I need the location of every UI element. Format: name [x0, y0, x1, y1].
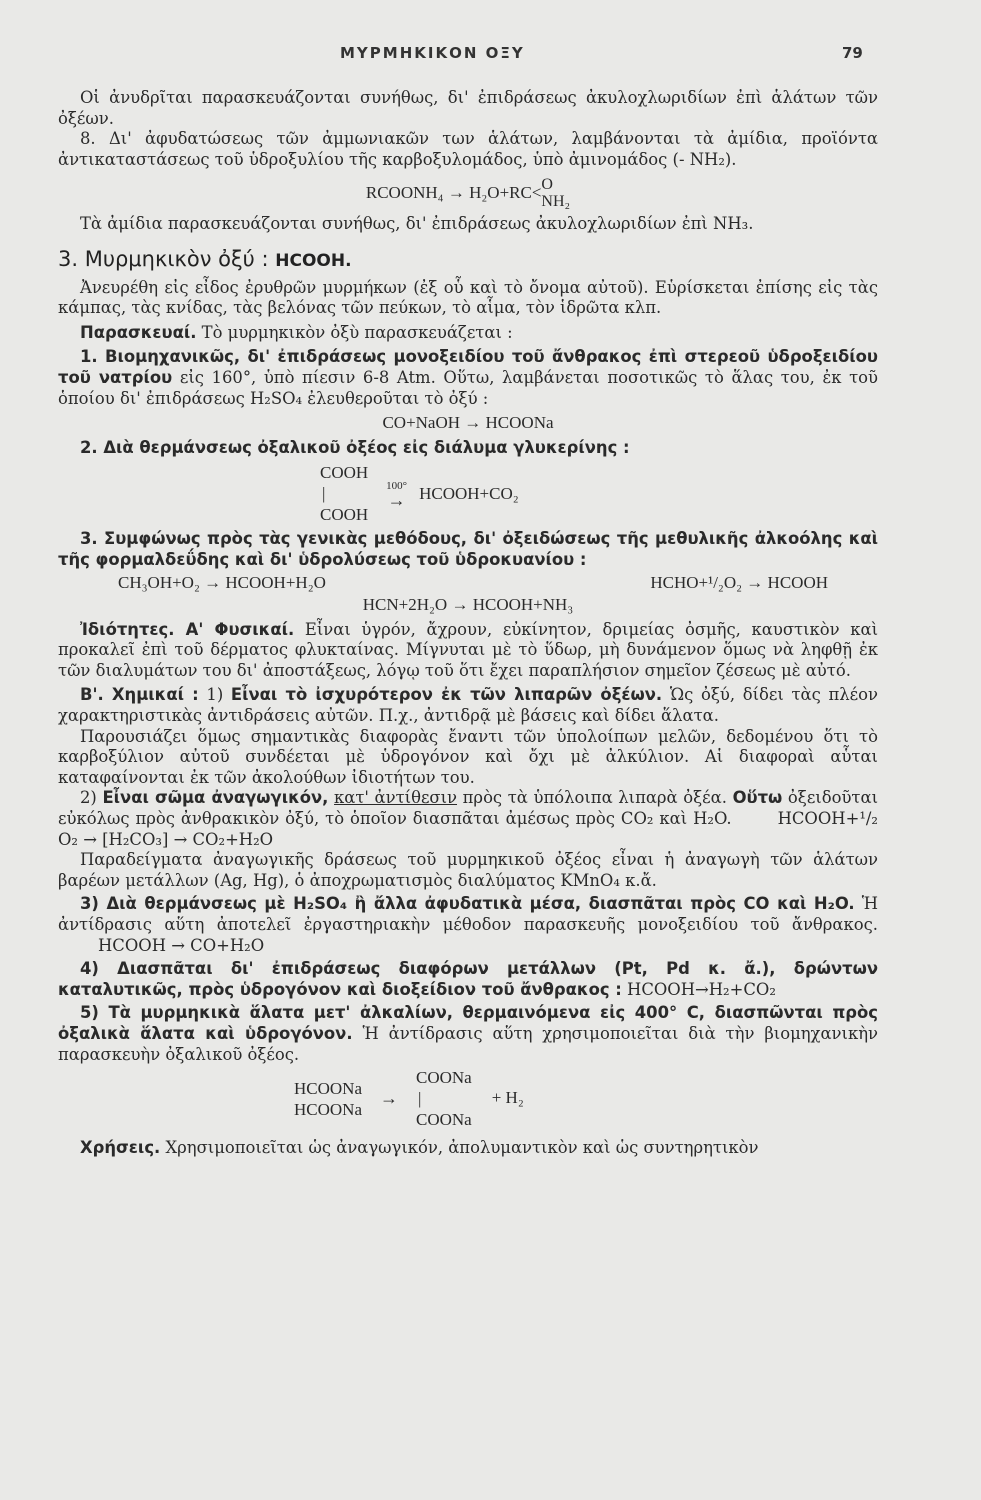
p2-bold-2: Οὕτω: [732, 788, 783, 808]
chemical-label: Β'. Χημικαί :: [80, 685, 199, 705]
eq5-l1: HCOONa: [294, 1078, 362, 1098]
equation-bottom: NH₂: [541, 193, 571, 211]
oxalate-salt: [416, 1067, 472, 1130]
p2-text-2: ὀξειδοῦται εὐκόλως πρὸς ἀνθρακικὸν ὀξύ, τὸ ὁποῖον διασπᾶται ἀμέσως πρὸς CO₂ καὶ H₂O.: [58, 788, 878, 829]
eq5-l2: HCOONa: [294, 1099, 362, 1119]
paragraph: 8. Δι' ἀφυδατώσεως τῶν ἀμμωνιακῶν των ἁλάτων, λαμβάνονται τὰ ἀμίδια, προϊόντα ἀντικαταστάσεως τοῦ ὑδροξυλίου τῆς καρβοξυλομάδος, ὑπὸ ἀμινομάδος (- NH₂).: [58, 129, 878, 169]
properties-text: Εἶναι ὑγρόν, ἄχρουν, εὐκίνητον, δριμείας ὀσμῆς, καυστικὸν καὶ προκαλεῖ ἐπὶ τοῦ δέρματος φλυκταίνας. Μίγνυται μὲ τὸ ὕδωρ, μὴ δυνάμενον ὅμως νὰ ληφθῇ ἐκ τῶν διαλυμάτων του δι' ἀποστάξεως, λόγῳ τοῦ ὅτι ἔχει παραπλήσιον σημεῖον ζέσεως μὲ αὐτό.: [58, 619, 878, 680]
p2-num: 2): [80, 788, 97, 808]
p5-text: Ἡ ἀντίδρασις αὕτη χρησιμοποιεῖται διὰ τὴν βιομηχανικὴν παρασκευὴν ὀξαλικοῦ ὀξέος.: [58, 1023, 878, 1064]
chemical-text: Ὡς ὀξύ, δίδει τὰς πλέον χαρακτηριστικὰς ἀντιδράσεις αὐτῶν. Π.χ., ἀντιδρᾷ μὲ βάσεις καὶ δίδει ἅλατα.: [58, 685, 878, 726]
p4-equation: HCOOH→H₂+CO₂: [627, 979, 776, 999]
eq2-arrow: →: [387, 489, 406, 510]
equation-3-row: [58, 573, 878, 594]
paragraph: Τὰ ἀμίδια παρασκευάζονται συνήθως, δι' ἐπιδράσεως ἀκυλοχλωριδίων ἐπὶ NH₃.: [80, 214, 754, 234]
prep-text: Τὸ μυρμηκικὸν ὀξὺ παρασκευάζεται :: [201, 322, 513, 342]
uses-label: Χρήσεις.: [80, 1138, 161, 1158]
paragraph: [58, 620, 878, 682]
paragraph: Παρουσιάζει ὅμως σημαντικὰς διαφορὰς ἔναντι τῶν ὑπολοίπων μελῶν, δεδομένου ὅτι τὸ καρβοξύλιον αὐτοῦ συνδέεται μὲ ὑδρογόνον καὶ ὄχι μὲ ἀλκύλιον. Αἱ διαφοραὶ αὗται καταφαίνονται ἐκ τῶν ἀκολούθων ἰδιοτήτων του.: [58, 726, 878, 787]
formate-salts: [294, 1078, 362, 1120]
paragraph: Οἱ ἀνυδρῖται παρασκευάζονται συνήθως, δι' ἐπιδράσεως ἀκυλοχλωριδίων ἐπὶ ἁλάτων τῶν ὀξέων.: [58, 88, 878, 128]
page-number: 79: [842, 44, 863, 62]
section-heading: [58, 246, 878, 272]
p2-bold: Εἶναι σῶμα ἀναγωγικόν,: [102, 788, 329, 808]
p2-equation: HCOOH+¹/₂ O₂ → [H₂CO₃] → CO₂+H₂O: [58, 809, 878, 849]
chemical-num: 1): [206, 685, 224, 705]
p4-bold: 4) Διασπᾶται δι' ἐπιδράσεως διαφόρων μετάλλων (Pt, Pd κ. ἄ.), δρώντων καταλυτικῶς, πρὸς ὑδρογόνον καὶ διοξείδιον τοῦ ἄνθρακος :: [58, 959, 878, 999]
p5-bold: 5) Τὰ μυρμηκικὰ ἅλατα μετ' ἀλκαλίων, θερμαινόμενα εἰς 400° C, διασπῶνται πρὸς ὀξαλικὰ ἅλατα καὶ ὑδρογόνον.: [58, 1003, 878, 1043]
method-3: 3. Συμφώνως πρὸς τὰς γενικὰς μεθόδους, δι' ὀξειδώσεως τῆς μεθυλικῆς ἀλκοόλης καὶ τῆς φορμαλδεΰδης καὶ δι' ὑδρολύσεως τοῦ ὑδροκυανίου :: [58, 529, 878, 569]
eq5-r1: COONa: [416, 1068, 472, 1088]
p3-text: Ἡ ἀντίδρασις αὕτη ἀποτελεῖ ἐργαστηριακὴν μέθοδον παρασκευῆς μονοξειδίου τοῦ ἄνθρακος.: [58, 894, 878, 934]
eq2-bar: |: [322, 484, 326, 504]
section-formula: HCOOH.: [275, 250, 352, 271]
eq2-condition: 100°: [386, 479, 408, 492]
eq2-arrow-block: [386, 480, 407, 508]
running-header: [0, 44, 981, 70]
paragraph: [58, 894, 878, 956]
equation-3a: CH₃OH+O₂ → HCOOH+H₂O: [118, 572, 326, 592]
paragraph: [58, 959, 878, 1000]
oxalic-acid: [320, 462, 368, 525]
properties-label: Ἰδιότητες. Α' Φυσικαί.: [80, 619, 295, 639]
paragraph: [58, 1138, 878, 1159]
page-body: [58, 88, 878, 1159]
paragraph: [58, 347, 878, 409]
paragraph: Παραδείγματα ἀναγωγικῆς δράσεως τοῦ μυρμηκικοῦ ὀξέος εἶναι ἡ ἀναγωγὴ τῶν ἁλάτων βαρέων μετάλλων (Ag, Hg), ὁ ἀποχρωματισμὸς διαλύματος KMnO₄ κ.ἄ.: [58, 850, 878, 890]
paragraph: Ἀνευρέθη εἰς εἶδος ἐρυθρῶν μυρμήκων (ἐξ οὗ καὶ τὸ ὄνομα αὐτοῦ). Εὑρίσκεται ἐπίσης εἰς τὰς κάμπας, τὰς κνίδας, τὰς βελόνας τῶν πεύκων, τὸ αἷμα, τὸν ἱδρῶτα κλπ.: [58, 277, 878, 318]
eq2-bottom: COOH: [320, 505, 369, 525]
equation-top: O: [541, 176, 553, 194]
p3-bold: 3) Διὰ θερμάνσεως μὲ H₂SO₄ ἢ ἄλλα ἀφυδατικὰ μέσα, διασπᾶται πρὸς CO καὶ H₂O.: [80, 894, 855, 914]
eq2-product: HCOOH+CO₂: [419, 483, 519, 503]
eq5-arrow: →: [380, 1088, 398, 1109]
eq2-top: COOH: [320, 463, 369, 483]
eq5-r2: COONa: [416, 1110, 472, 1130]
paragraph: [58, 788, 878, 850]
equation-branch: [541, 176, 570, 210]
equation-1: CO+NaOH → HCOONa: [382, 413, 554, 433]
chemical-bold: Εἶναι τὸ ἰσχυρότερον ἐκ τῶν λιπαρῶν ὀξέων.: [230, 685, 663, 705]
paragraph: [58, 685, 878, 726]
p2-underlined: κατ' ἀντίθεσιν: [334, 788, 458, 808]
section-title: 3. Μυρμηκικὸν ὀξύ :: [58, 246, 269, 271]
uses-text: Χρησιμοποιεῖται ὡς ἀναγωγικόν, ἀπολυμαντικὸν καὶ ὡς συντηρητικὸν: [165, 1138, 759, 1158]
method-2: 2. Διὰ θερμάνσεως ὀξαλικοῦ ὀξέος εἰς διάλυμα γλυκερίνης :: [80, 437, 630, 457]
paragraph: [58, 323, 878, 344]
method-1-bold: 1. Βιομηχανικῶς, δι' ἐπιδράσεως μονοξειδίου τοῦ ἄνθρακος ἐπὶ στερεοῦ ὑδροξειδίου τοῦ νατρίου: [58, 347, 878, 387]
eq5-plus: + H₂: [491, 1088, 524, 1108]
eq5-rbar: |: [418, 1089, 422, 1109]
equation-5: [58, 1067, 878, 1130]
header-title: ΜΥΡΜΗΚΙΚΟΝ ΟΞΥ: [340, 44, 525, 62]
p3-equation: HCOOH → CO+H₂O: [98, 935, 265, 955]
prep-label: Παρασκευαί.: [80, 322, 197, 342]
equation-amide: [58, 176, 878, 210]
equation-3c: HCN+2H₂O → HCOOH+NH₃: [362, 595, 574, 615]
equation-left: RCOONH₄ → H₂O+RC<: [365, 183, 542, 203]
p2-text: πρὸς τὰ ὑπόλοιπα λιπαρὰ ὀξέα.: [462, 788, 727, 808]
method-1-text: εἰς 160°, ὑπὸ πίεσιν 6-8 Atm. Οὕτω, λαμβάνεται ποσοτικῶς τὸ ἅλας του, ἐκ τοῦ ὁποίου δι' ἐπιδράσεως H₂SO₄ ἐλευθεροῦται τὸ ὀξύ :: [58, 367, 878, 408]
equation-3b: HCHO+¹/₂O₂ → HCOOH: [650, 572, 828, 592]
paragraph: [58, 1003, 878, 1065]
equation-2: [58, 462, 878, 525]
